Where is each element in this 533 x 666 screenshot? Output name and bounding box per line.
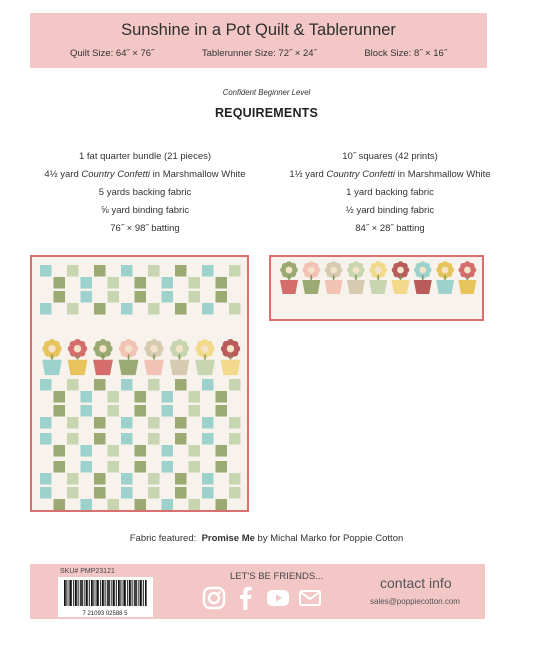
quilt-square bbox=[202, 417, 214, 429]
quilt-flower-pot bbox=[42, 339, 62, 375]
tablerunner-size: Tablerunner Size: 72˝ × 24˝ bbox=[201, 48, 317, 59]
barcode-bar bbox=[116, 580, 117, 606]
quilt-square bbox=[148, 417, 160, 429]
barcode-bar bbox=[120, 580, 121, 606]
runner-req-2-qty: 1½ yard bbox=[289, 169, 327, 180]
barcode-bar bbox=[104, 580, 105, 606]
footer-banner bbox=[30, 564, 485, 619]
quilt-square bbox=[54, 445, 66, 457]
barcode-bar bbox=[95, 580, 96, 606]
quilt-square bbox=[189, 405, 201, 417]
quilt-square bbox=[216, 391, 228, 403]
quilt-requirements bbox=[20, 150, 270, 240]
quilt-square bbox=[135, 499, 147, 510]
barcode-bar bbox=[91, 580, 93, 606]
runner-req-3: 1 yard backing fabric bbox=[346, 187, 434, 198]
barcode-bar bbox=[68, 580, 69, 606]
quilt-square bbox=[54, 391, 66, 403]
quilt-square bbox=[81, 499, 93, 510]
quilt-flower-pot bbox=[68, 339, 88, 375]
barcode-bar bbox=[105, 580, 106, 606]
quilt-square bbox=[189, 461, 201, 473]
runner-flower-pot bbox=[458, 261, 476, 294]
barcode-bar bbox=[125, 580, 126, 606]
quilt-square bbox=[40, 265, 52, 277]
quilt-square bbox=[40, 379, 52, 391]
barcode-bar bbox=[84, 580, 85, 606]
quilt-req-2-qty: 4½ yard bbox=[44, 169, 82, 180]
quilt-square bbox=[216, 461, 228, 473]
barcode-bar bbox=[107, 580, 109, 606]
quilt-square bbox=[148, 487, 160, 499]
quilt-square bbox=[135, 405, 147, 417]
quilt-square bbox=[162, 499, 174, 510]
fabric-label: Fabric featured: bbox=[129, 533, 197, 544]
requirements-heading: REQUIREMENTS bbox=[214, 106, 319, 120]
runner-flower-pot bbox=[302, 261, 320, 294]
quilt-flower-pot bbox=[195, 339, 215, 375]
quilt-square bbox=[40, 487, 52, 499]
quilt-flower-pot bbox=[93, 339, 113, 375]
barcode-bar bbox=[80, 580, 82, 606]
quilt-square bbox=[175, 417, 187, 429]
quilt-square bbox=[229, 433, 241, 445]
barcode-bar bbox=[89, 580, 90, 606]
barcode-bar bbox=[100, 580, 101, 606]
quilt-flower-pot bbox=[119, 339, 139, 375]
quilt-req-2-color: in Marshmallow White bbox=[150, 169, 246, 180]
barcode-bar bbox=[71, 580, 72, 606]
tablerunner-illustration bbox=[269, 255, 484, 321]
runner-flower-pot bbox=[414, 261, 432, 294]
barcode-bar bbox=[93, 580, 94, 606]
block-size: Block Size: 8˝ × 16˝ bbox=[364, 48, 447, 59]
barcode-bar bbox=[102, 580, 104, 606]
quilt-square bbox=[135, 461, 147, 473]
quilt-square bbox=[54, 291, 66, 303]
quilt-square bbox=[229, 473, 241, 485]
quilt-square bbox=[175, 487, 187, 499]
quilt-illustration bbox=[30, 255, 249, 512]
pattern-title: Sunshine in a Pot Quilt & Tablerunner bbox=[121, 21, 396, 39]
runner-flower-pot bbox=[436, 261, 454, 294]
quilt-square bbox=[202, 379, 214, 391]
quilt-square bbox=[40, 303, 52, 315]
quilt-square bbox=[121, 303, 133, 315]
social-icons bbox=[202, 586, 322, 610]
quilt-square bbox=[135, 291, 147, 303]
quilt-square bbox=[162, 445, 174, 457]
barcode-bar bbox=[131, 580, 132, 606]
quilt-square bbox=[40, 433, 52, 445]
quilt-drawing bbox=[32, 257, 247, 510]
quilt-square bbox=[67, 379, 79, 391]
quilt-square bbox=[108, 445, 120, 457]
quilt-square bbox=[148, 379, 160, 391]
size-row bbox=[70, 48, 447, 59]
quilt-square bbox=[108, 461, 120, 473]
quilt-square bbox=[108, 277, 120, 289]
quilt-square bbox=[135, 391, 147, 403]
quilt-square bbox=[229, 487, 241, 499]
quilt-square bbox=[121, 473, 133, 485]
quilt-square bbox=[229, 379, 241, 391]
quilt-square bbox=[175, 433, 187, 445]
quilt-flower-pot bbox=[170, 339, 190, 375]
quilt-square bbox=[189, 391, 201, 403]
quilt-square bbox=[216, 499, 228, 510]
quilt-square bbox=[94, 433, 106, 445]
barcode bbox=[58, 577, 153, 617]
barcode-bar bbox=[129, 580, 131, 606]
quilt-square bbox=[135, 277, 147, 289]
quilt-square bbox=[121, 265, 133, 277]
quilt-square bbox=[229, 265, 241, 277]
barcode-bar bbox=[69, 580, 71, 606]
quilt-square bbox=[67, 303, 79, 315]
quilt-square bbox=[189, 445, 201, 457]
quilt-square bbox=[148, 433, 160, 445]
barcode-bar bbox=[75, 580, 77, 606]
runner-req-1: 10˝ squares (42 prints) bbox=[342, 151, 438, 162]
runner-flower-pot bbox=[369, 261, 387, 294]
barcode-bar bbox=[64, 580, 66, 606]
quilt-square bbox=[202, 487, 214, 499]
quilt-square bbox=[54, 461, 66, 473]
quilt-square bbox=[67, 433, 79, 445]
fabric-line-name: Promise Me bbox=[201, 533, 255, 544]
barcode-bar bbox=[77, 580, 78, 606]
quilt-square bbox=[81, 391, 93, 403]
runner-flower-pot bbox=[392, 261, 410, 294]
tablerunner-drawing bbox=[271, 257, 482, 319]
title-banner bbox=[30, 13, 487, 68]
quilt-square bbox=[54, 499, 66, 510]
quilt-flower-pot bbox=[144, 339, 164, 375]
quilt-square bbox=[121, 417, 133, 429]
barcode-bar bbox=[123, 580, 125, 606]
quilt-square bbox=[216, 291, 228, 303]
runner-req-2-fabric: Country Confetti bbox=[326, 169, 396, 180]
quilt-square bbox=[67, 487, 79, 499]
quilt-square bbox=[94, 379, 106, 391]
barcode-bar bbox=[98, 580, 99, 606]
runner-req-4: ½ yard binding fabric bbox=[345, 205, 435, 216]
quilt-square bbox=[175, 265, 187, 277]
runner-req-2 bbox=[265, 168, 515, 186]
quilt-square bbox=[121, 487, 133, 499]
barcode-bar bbox=[73, 580, 74, 606]
runner-flower-pot bbox=[280, 261, 298, 294]
runner-requirements bbox=[265, 150, 515, 240]
runner-flower-pot bbox=[347, 261, 365, 294]
quilt-square bbox=[202, 265, 214, 277]
quilt-square bbox=[162, 461, 174, 473]
barcode-bar bbox=[66, 580, 67, 606]
instagram-icon[interactable] bbox=[202, 586, 226, 610]
barcode-bar bbox=[136, 580, 137, 606]
barcode-digits: 7 21093 02588 5 bbox=[82, 611, 128, 617]
quilt-square bbox=[229, 303, 241, 315]
quilt-square bbox=[54, 405, 66, 417]
quilt-square bbox=[229, 417, 241, 429]
barcode-bar bbox=[109, 580, 110, 606]
quilt-square bbox=[108, 391, 120, 403]
quilt-square bbox=[81, 405, 93, 417]
quilt-req-4: ⅝ yard binding fabric bbox=[100, 205, 190, 216]
quilt-square bbox=[67, 417, 79, 429]
quilt-square bbox=[81, 277, 93, 289]
barcode-bar bbox=[82, 580, 83, 606]
quilt-square bbox=[54, 277, 66, 289]
quilt-square bbox=[216, 405, 228, 417]
barcode-bar bbox=[143, 580, 144, 606]
barcode-bar bbox=[96, 580, 98, 606]
quilt-square bbox=[162, 391, 174, 403]
quilt-square bbox=[135, 445, 147, 457]
fabric-designer: by Michal Marko for Poppie Cotton bbox=[254, 533, 404, 544]
fabric-featured bbox=[0, 533, 533, 544]
quilt-req-1: 1 fat quarter bundle (21 pieces) bbox=[78, 151, 212, 162]
quilt-square bbox=[94, 417, 106, 429]
quilt-square bbox=[216, 277, 228, 289]
barcode-bar bbox=[127, 580, 128, 606]
barcode-bar bbox=[114, 580, 115, 606]
contact-info-heading: contact info bbox=[380, 575, 452, 591]
quilt-square bbox=[175, 473, 187, 485]
quilt-req-5: 76˝ × 98˝ batting bbox=[110, 223, 180, 234]
barcode-bar bbox=[87, 580, 88, 606]
quilt-square bbox=[81, 445, 93, 457]
barcode-bar bbox=[113, 580, 115, 606]
quilt-square bbox=[94, 487, 106, 499]
quilt-square bbox=[67, 265, 79, 277]
quilt-flower-pot bbox=[221, 339, 241, 375]
quilt-square bbox=[94, 265, 106, 277]
runner-flower-pot bbox=[325, 261, 343, 294]
quilt-square bbox=[202, 433, 214, 445]
contact-email[interactable]: sales@poppiecotton.com bbox=[370, 597, 460, 606]
quilt-req-3: 5 yards backing fabric bbox=[98, 187, 192, 198]
facebook-icon[interactable] bbox=[234, 586, 258, 610]
quilt-square bbox=[108, 499, 120, 510]
barcode-bar bbox=[141, 580, 142, 606]
quilt-square bbox=[189, 291, 201, 303]
barcode-bar bbox=[78, 580, 79, 606]
quilt-square bbox=[121, 379, 133, 391]
quilt-square bbox=[108, 291, 120, 303]
youtube-icon[interactable] bbox=[266, 586, 290, 610]
quilt-square bbox=[216, 445, 228, 457]
runner-req-5: 84˝ × 28˝ batting bbox=[355, 223, 425, 234]
barcode-bar bbox=[118, 580, 120, 606]
quilt-req-2-fabric: Country Confetti bbox=[81, 169, 151, 180]
quilt-square bbox=[148, 303, 160, 315]
runner-req-2-color: in Marshmallow White bbox=[395, 169, 491, 180]
barcode-bar bbox=[140, 580, 142, 606]
quilt-square bbox=[175, 303, 187, 315]
quilt-square bbox=[148, 265, 160, 277]
quilt-square bbox=[81, 291, 93, 303]
barcode-bar bbox=[86, 580, 88, 606]
email-icon[interactable] bbox=[298, 586, 322, 610]
lets-be-friends: LET'S BE FRIENDS... bbox=[230, 571, 324, 582]
quilt-square bbox=[189, 499, 201, 510]
quilt-square bbox=[40, 417, 52, 429]
barcode-bar bbox=[122, 580, 123, 606]
barcode-bar bbox=[111, 580, 112, 606]
barcode-bar bbox=[134, 580, 136, 606]
quilt-square bbox=[108, 405, 120, 417]
barcode-icon bbox=[58, 577, 153, 617]
barcode-bar bbox=[145, 580, 147, 606]
quilt-square bbox=[67, 473, 79, 485]
sku-label: SKU# PMP23121 bbox=[60, 568, 115, 575]
quilt-square bbox=[94, 303, 106, 315]
barcode-bar bbox=[132, 580, 133, 606]
quilt-square bbox=[162, 405, 174, 417]
quilt-square bbox=[162, 291, 174, 303]
quilt-square bbox=[81, 461, 93, 473]
quilt-square bbox=[162, 277, 174, 289]
quilt-square bbox=[175, 379, 187, 391]
quilt-square bbox=[94, 473, 106, 485]
quilt-size: Quilt Size: 64˝ × 76˝ bbox=[70, 48, 155, 59]
quilt-square bbox=[148, 473, 160, 485]
quilt-req-2 bbox=[20, 168, 270, 186]
quilt-square bbox=[121, 433, 133, 445]
skill-level: Confident Beginner Level bbox=[222, 88, 311, 97]
quilt-square bbox=[189, 277, 201, 289]
quilt-square bbox=[40, 473, 52, 485]
barcode-bar bbox=[138, 580, 139, 606]
quilt-square bbox=[202, 303, 214, 315]
quilt-square bbox=[202, 473, 214, 485]
